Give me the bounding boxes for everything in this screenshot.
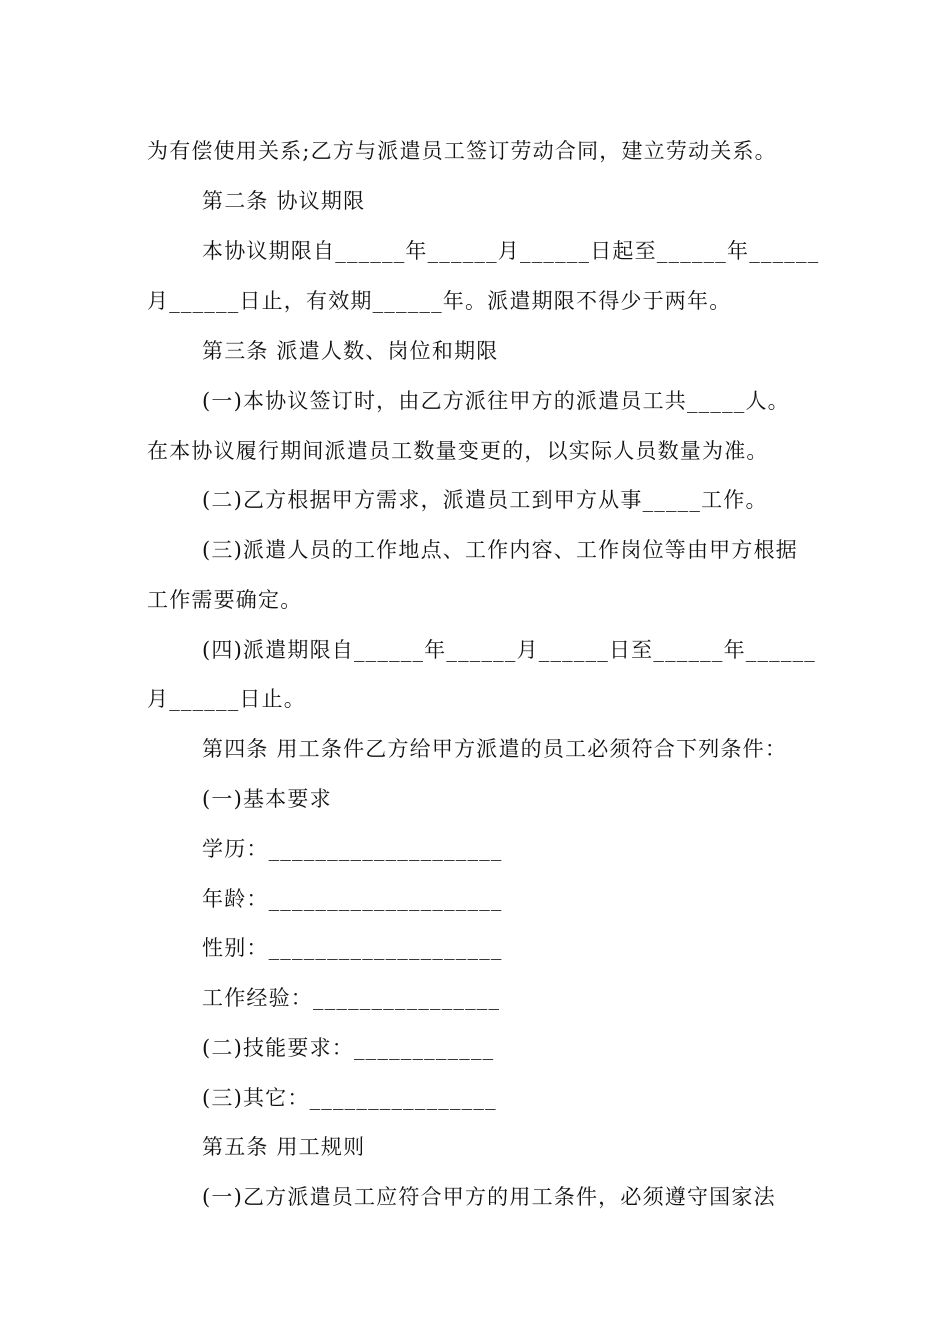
form-field-gender: 性别：____________________	[202, 936, 503, 960]
form-field-skills: (二)技能要求：____________	[202, 1036, 495, 1060]
paragraph-line: (一)基本要求	[202, 787, 332, 811]
section-heading: 第五条 用工规则	[202, 1135, 366, 1159]
paragraph-line: (一)乙方派遣员工应符合甲方的用工条件，必须遵守国家法	[202, 1185, 776, 1209]
form-field-other: (三)其它：________________	[202, 1086, 497, 1110]
paragraph-line: 月______日止。	[147, 687, 306, 711]
section-heading: 第四条 用工条件乙方给甲方派遣的员工必须符合下列条件：	[202, 737, 788, 761]
form-field-experience: 工作经验：________________	[202, 986, 501, 1010]
paragraph-line: (一)本协议签订时，由乙方派往甲方的派遣员工共_____人。	[202, 389, 790, 413]
section-heading: 第二条 协议期限	[202, 189, 366, 213]
section-heading: 第三条 派遣人数、岗位和期限	[202, 339, 499, 363]
paragraph-line: 为有偿使用关系;乙方与派遣员工签订劳动合同，建立劳动关系。	[147, 139, 777, 163]
form-field-age: 年龄：____________________	[202, 887, 503, 911]
paragraph-line: (二)乙方根据甲方需求，派遣员工到甲方从事_____工作。	[202, 488, 768, 512]
paragraph-line: 本协议期限自______年______月______日起至______年______	[202, 239, 820, 263]
paragraph-line: 在本协议履行期间派遣员工数量变更的，以实际人员数量为准。	[147, 439, 769, 463]
paragraph-line: (三)派遣人员的工作地点、工作内容、工作岗位等由甲方根据	[202, 538, 798, 562]
form-field-education: 学历：____________________	[202, 837, 503, 861]
paragraph-line: 月______日止，有效期______年。派遣期限不得少于两年。	[147, 289, 732, 313]
paragraph-line: 工作需要确定。	[147, 588, 303, 612]
paragraph-line: (四)派遣期限自______年______月______日至______年______	[202, 638, 816, 662]
